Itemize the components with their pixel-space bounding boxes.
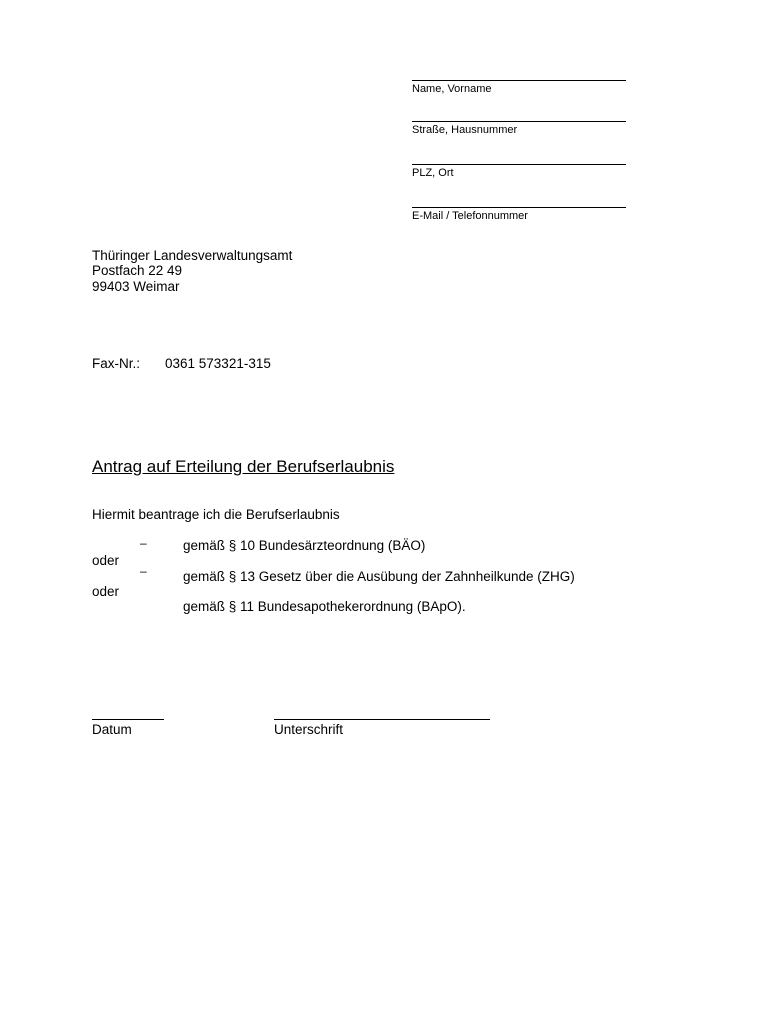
sender-contact-label: E-Mail / Telefonnummer xyxy=(412,210,528,222)
option-3-text: gemäß § 11 Bundesapothekerordnung (BApO). xyxy=(183,599,466,614)
option-1-text: gemäß § 10 Bundesärzteordnung (BÄO) xyxy=(183,538,426,553)
sender-street-line xyxy=(412,121,626,122)
signature-label: Unterschrift xyxy=(274,722,344,737)
date-line xyxy=(92,719,164,720)
recipient-name: Thüringer Landesverwaltungsamt xyxy=(92,248,293,263)
recipient-city: 99403 Weimar xyxy=(92,279,180,294)
sender-city-label: PLZ, Ort xyxy=(412,167,454,179)
or-word-2: oder xyxy=(92,584,120,599)
recipient-postbox: Postfach 22 49 xyxy=(92,263,183,278)
sender-street-label: Straße, Hausnummer xyxy=(412,124,518,136)
sender-city-line xyxy=(412,164,626,165)
option-2-checkbox[interactable]: – xyxy=(140,564,147,578)
intro-text: Hiermit beantrage ich die Berufserlaubnis xyxy=(92,507,340,522)
option-1-checkbox[interactable]: – xyxy=(140,536,147,550)
date-label: Datum xyxy=(92,722,132,737)
fax-number: 0361 573321-315 xyxy=(165,356,271,371)
or-word-1: oder xyxy=(92,553,120,568)
sender-contact-line xyxy=(412,207,626,208)
signature-line xyxy=(274,719,490,720)
sender-name-line xyxy=(412,80,626,81)
sender-name-label: Name, Vorname xyxy=(412,83,492,95)
document-title: Antrag auf Erteilung der Berufserlaubnis xyxy=(92,457,395,476)
fax-label: Fax-Nr.: xyxy=(92,356,141,371)
option-2-text: gemäß § 13 Gesetz über die Ausübung der Zahnheilkunde (ZHG) xyxy=(183,569,575,584)
